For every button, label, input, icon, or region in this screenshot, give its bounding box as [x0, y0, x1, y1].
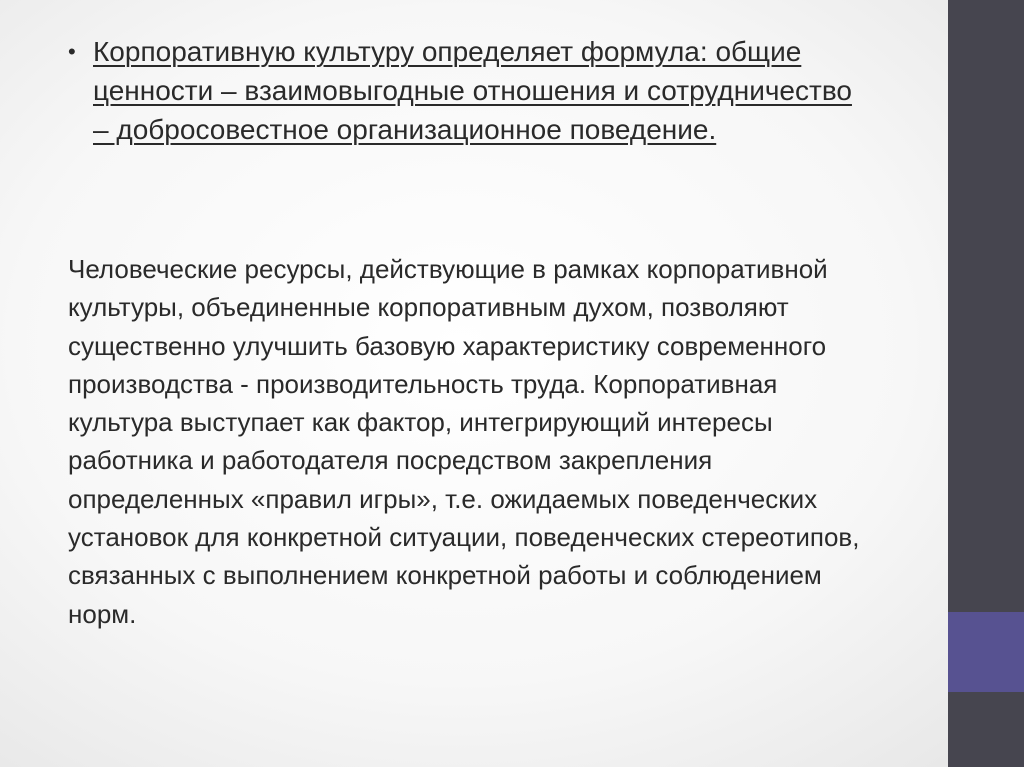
- body-paragraph: Человеческие ресурсы, действующие в рамках корпоративной культуры, объединенные корпоративным духом, позволяют существенно улучшить базовую характеристику современного производства - производительность труда. Корпоративная культура выступает как фактор, интегрирующий интересы работника и работодателя посредством закрепления определенных «правил игры», т.е. ожидаемых поведенческих установок для конкретной ситуации, поведенческих стереотипов, связанных с выполнением конкретной работы и соблюдением норм.: [68, 254, 860, 629]
- sidebar-accent-block: [948, 612, 1024, 692]
- bullet-marker: •: [68, 39, 76, 64]
- decorative-sidebar: [948, 0, 1024, 767]
- bullet-text: Корпоративную культуру определяет формула: общие ценности – взаимовыгодные отношения и сотрудничество – добросовестное организационное поведение.: [93, 36, 852, 145]
